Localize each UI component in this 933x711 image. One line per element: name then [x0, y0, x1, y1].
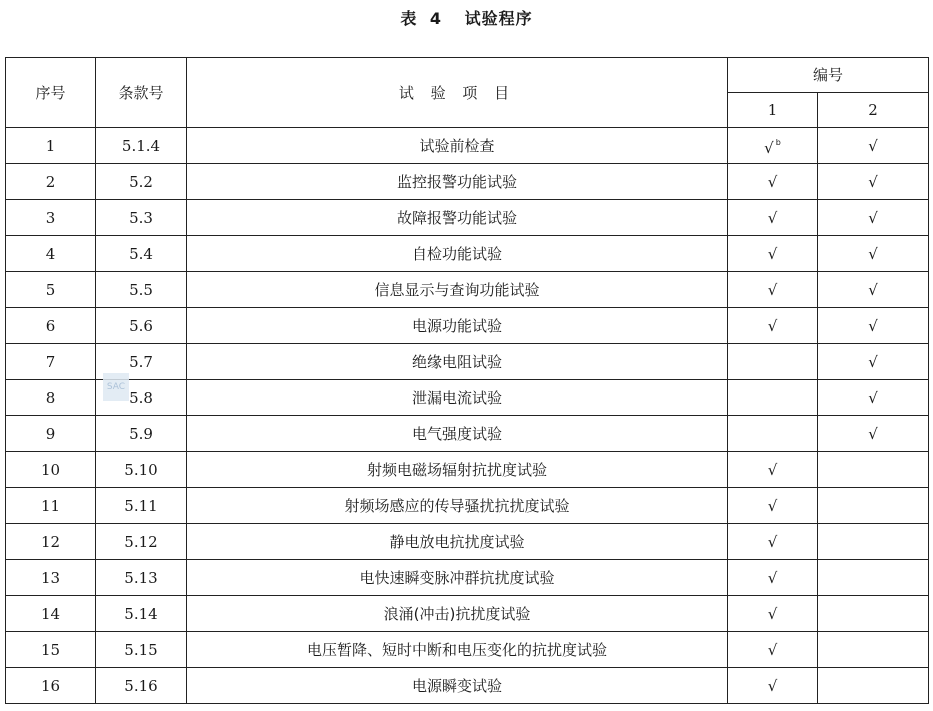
cell-sample-1: [728, 308, 818, 344]
cell-clause: 5.5: [96, 272, 187, 308]
test-procedure-table: [5, 57, 929, 704]
cell-sample-1: [728, 596, 818, 632]
table-header: [6, 58, 929, 128]
check-mark: √: [868, 208, 878, 227]
check-mark: √: [868, 316, 878, 335]
cell-sample-2: [818, 416, 929, 452]
cell-seq: 4: [6, 236, 96, 272]
table-row: [6, 416, 929, 452]
cell-test-item: 电源瞬变试验: [187, 668, 728, 704]
cell-test-item: 电压暂降、短时中断和电压变化的抗扰度试验: [187, 632, 728, 668]
table-row: [6, 236, 929, 272]
cell-seq: 1: [6, 128, 96, 164]
cell-sample-1: [728, 632, 818, 668]
cell-seq: 16: [6, 668, 96, 704]
cell-seq: 10: [6, 452, 96, 488]
check-mark: √: [868, 280, 878, 299]
table-body: [6, 128, 929, 704]
cell-seq: 13: [6, 560, 96, 596]
check-mark: √: [767, 532, 778, 551]
header-seq: 序号: [6, 58, 96, 128]
caption-title: 试验程序: [464, 9, 533, 28]
cell-sample-1: [728, 452, 818, 488]
table-row: [6, 200, 929, 236]
cell-seq: 2: [6, 164, 96, 200]
cell-seq: 9: [6, 416, 96, 452]
cell-sample-2: [818, 668, 929, 704]
cell-sample-2: [818, 128, 929, 164]
cell-clause: 5.9: [96, 416, 187, 452]
check-mark: √: [767, 568, 778, 587]
header-clause: 条款号: [96, 58, 187, 128]
cell-sample-1: [728, 380, 818, 416]
cell-test-item: 电快速瞬变脉冲群抗扰度试验: [187, 560, 728, 596]
cell-seq: 11: [6, 488, 96, 524]
cell-test-item: 监控报警功能试验: [187, 164, 728, 200]
cell-clause: 5.3: [96, 200, 187, 236]
check-mark: √: [868, 136, 878, 155]
cell-seq: 7: [6, 344, 96, 380]
cell-test-item: 故障报警功能试验: [187, 200, 728, 236]
cell-sample-1: [728, 560, 818, 596]
cell-sample-2: [818, 380, 929, 416]
cell-clause: 5.7: [96, 344, 187, 380]
cell-seq: 8: [6, 380, 96, 416]
check-mark: √: [767, 460, 778, 479]
cell-sample-2: [818, 164, 929, 200]
cell-test-item: 静电放电抗扰度试验: [187, 524, 728, 560]
check-mark: √: [868, 244, 878, 263]
header-sample-1: 1: [728, 93, 818, 128]
check-mark: √: [767, 604, 778, 623]
caption-number: 4: [429, 9, 443, 28]
cell-test-item: 射频电磁场辐射抗扰度试验: [187, 452, 728, 488]
table-row: [6, 668, 929, 704]
header-sample-2: 2: [818, 93, 929, 128]
cell-sample-2: [818, 524, 929, 560]
cell-seq: 14: [6, 596, 96, 632]
cell-sample-2: [818, 200, 929, 236]
cell-sample-2: [818, 452, 929, 488]
cell-clause: 5.4: [96, 236, 187, 272]
table-row: [6, 596, 929, 632]
cell-test-item: 试验前检查: [187, 128, 728, 164]
cell-sample-2: [818, 272, 929, 308]
cell-clause: 5.11: [96, 488, 187, 524]
cell-test-item: 信息显示与查询功能试验: [187, 272, 728, 308]
cell-clause: 5.8: [96, 380, 187, 416]
header-sample-group: 编号: [728, 58, 929, 93]
cell-sample-2: [818, 488, 929, 524]
cell-sample-2: [818, 632, 929, 668]
check-mark: √: [767, 676, 778, 695]
check-mark: √: [868, 352, 878, 371]
cell-clause: 5.10: [96, 452, 187, 488]
cell-sample-1: [728, 524, 818, 560]
cell-seq: 6: [6, 308, 96, 344]
cell-sample-1: [728, 416, 818, 452]
table-row: [6, 632, 929, 668]
cell-sample-2: [818, 596, 929, 632]
cell-test-item: 电气强度试验: [187, 416, 728, 452]
check-mark: √: [767, 172, 778, 191]
cell-seq: 3: [6, 200, 96, 236]
cell-sample-2: [818, 308, 929, 344]
table-row: [6, 164, 929, 200]
caption-label: 表: [400, 9, 418, 28]
cell-sample-1: [728, 200, 818, 236]
cell-sample-1: [728, 668, 818, 704]
table-row: [6, 380, 929, 416]
table-row: [6, 488, 929, 524]
check-mark: √: [767, 244, 778, 263]
cell-sample-2: [818, 236, 929, 272]
cell-sample-1: [728, 164, 818, 200]
footnote-marker: b: [775, 138, 781, 147]
cell-clause: 5.2: [96, 164, 187, 200]
header-row-1: [6, 58, 929, 93]
check-mark: √: [764, 139, 774, 157]
cell-sample-1: [728, 488, 818, 524]
cell-test-item: 泄漏电流试验: [187, 380, 728, 416]
cell-clause: 5.14: [96, 596, 187, 632]
check-mark: √: [868, 388, 878, 407]
cell-sample-1: [728, 344, 818, 380]
check-mark: √: [767, 496, 778, 515]
cell-test-item: 电源功能试验: [187, 308, 728, 344]
table-row: [6, 452, 929, 488]
check-mark: √: [767, 316, 778, 335]
check-mark: √: [868, 172, 878, 191]
cell-sample-1: [728, 272, 818, 308]
cell-clause: 5.15: [96, 632, 187, 668]
cell-clause: 5.1.4: [96, 128, 187, 164]
table-caption: [0, 6, 933, 32]
check-mark: √: [767, 208, 778, 227]
cell-clause: 5.12: [96, 524, 187, 560]
cell-clause: 5.13: [96, 560, 187, 596]
cell-seq: 15: [6, 632, 96, 668]
table-row: [6, 308, 929, 344]
check-mark: √: [767, 640, 778, 659]
cell-test-item: 浪涌(冲击)抗扰度试验: [187, 596, 728, 632]
header-item: 试 验 项 目: [187, 58, 728, 128]
cell-test-item: 自检功能试验: [187, 236, 728, 272]
check-mark: √: [767, 280, 778, 299]
cell-seq: 5: [6, 272, 96, 308]
cell-test-item: 绝缘电阻试验: [187, 344, 728, 380]
table-row: [6, 272, 929, 308]
cell-clause: 5.16: [96, 668, 187, 704]
check-mark: √: [868, 424, 878, 443]
table-row: [6, 560, 929, 596]
cell-sample-2: [818, 344, 929, 380]
cell-sample-1: [728, 236, 818, 272]
cell-test-item: 射频场感应的传导骚扰抗扰度试验: [187, 488, 728, 524]
table-row: [6, 344, 929, 380]
cell-sample-1: [728, 128, 818, 164]
cell-sample-2: [818, 560, 929, 596]
table-row: [6, 128, 929, 164]
watermark-logo: SAC: [103, 373, 129, 401]
cell-seq: 12: [6, 524, 96, 560]
table-row: [6, 524, 929, 560]
cell-clause: 5.6: [96, 308, 187, 344]
